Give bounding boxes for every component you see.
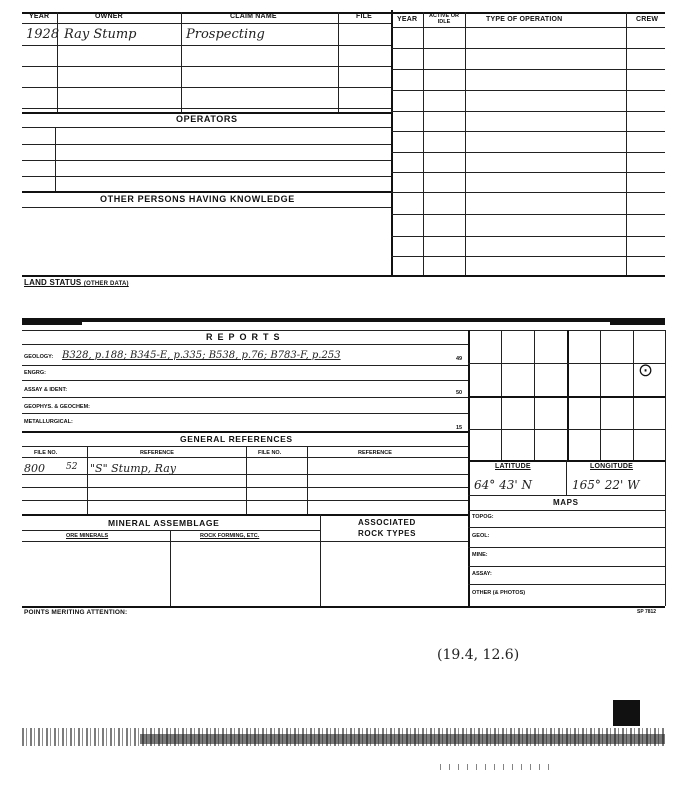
report-geology-value: B328, p.188; B345-E, p.335; B538, p.76; B783-F, p.253 (62, 350, 341, 361)
report-geology-label: GEOLOGY: (24, 354, 54, 360)
maps-other: OTHER (& PHOTOS) (472, 590, 526, 596)
maps-title: MAPS (553, 498, 579, 507)
scan-black-square (613, 700, 640, 726)
ref-header-reference-2: REFERENCE (358, 450, 392, 456)
other-persons-title: OTHER PERSONS HAVING KNOWLEDGE (100, 194, 295, 204)
report-geophys-label: GEOPHYS. & GEOCHEM: (24, 404, 91, 410)
report-assay-num: 50 (456, 390, 463, 396)
header-active-or-idle: ACTIVE OR IDLE (429, 13, 459, 25)
rock-forming-header: ROCK FORMING, ETC. (200, 533, 260, 539)
header-type-of-operation: TYPE OF OPERATION (486, 16, 563, 23)
general-references-title: GENERAL REFERENCES (180, 434, 293, 444)
maps-topog: TOPOG: (472, 514, 494, 520)
operators-title: OPERATORS (176, 114, 238, 124)
header-claim-name: CLAIM NAME (230, 13, 277, 20)
report-assay-label: ASSAY & IDENT: (24, 387, 68, 393)
report-metallurgical-label: METALLURGICAL: (24, 419, 73, 425)
header-owner: OWNER (95, 13, 123, 20)
ore-minerals-header: ORE MINERALS (66, 533, 109, 539)
scan-noise-band-2 (140, 734, 665, 744)
ref-header-file-no-2: FILE NO. (258, 450, 282, 456)
land-status-sub: (OTHER DATA) (83, 281, 129, 287)
maps-geol: GEOL: (472, 533, 490, 539)
row1-year: 1928 (26, 27, 60, 42)
latitude-value: 64° 43' N (474, 478, 532, 492)
reports-title: REPORTS (206, 332, 285, 342)
longitude-value: 165° 22' W (572, 478, 640, 492)
form-number: SP 7812 (637, 609, 657, 615)
mineral-assemblage-title: MINERAL ASSEMBLAGE (108, 518, 220, 528)
header-crew: CREW (636, 16, 659, 23)
maps-assay: ASSAY: (472, 571, 492, 577)
report-metallurgical-num: 15 (456, 425, 463, 431)
ref-header-file-no: FILE NO. (34, 450, 58, 456)
ref-header-reference: REFERENCE (140, 450, 174, 456)
grid-mark-icon: ⊙ (638, 360, 654, 381)
ref-row1-file-no: 800 (24, 462, 45, 475)
rock-types-title: ROCK TYPES (358, 529, 417, 538)
ref-row1-file-num: 52 (66, 462, 78, 472)
handwritten-note: (19.4, 12.6) (437, 647, 520, 663)
scan-noise-dots (440, 764, 550, 770)
row1-owner: Ray Stump (64, 27, 137, 42)
longitude-label: LONGITUDE (590, 463, 634, 470)
latitude-label: LATITUDE (495, 463, 531, 470)
report-engrg-label: ENGRG: (24, 370, 46, 376)
associated-title: ASSOCIATED (358, 518, 416, 527)
ref-row1-reference: "S" Stump, Ray (90, 462, 176, 475)
row1-claim-name: Prospecting (186, 27, 265, 42)
header-year: YEAR (29, 13, 50, 20)
report-geology-num: 49 (456, 356, 463, 362)
land-status-label (24, 278, 129, 287)
header-year-right: YEAR (397, 16, 418, 23)
points-meriting-attention: POINTS MERITING ATTENTION: (24, 609, 128, 616)
header-file: FILE (356, 13, 372, 20)
land-status-title: LAND STATUS (24, 278, 82, 287)
maps-mine: MINE: (472, 552, 488, 558)
